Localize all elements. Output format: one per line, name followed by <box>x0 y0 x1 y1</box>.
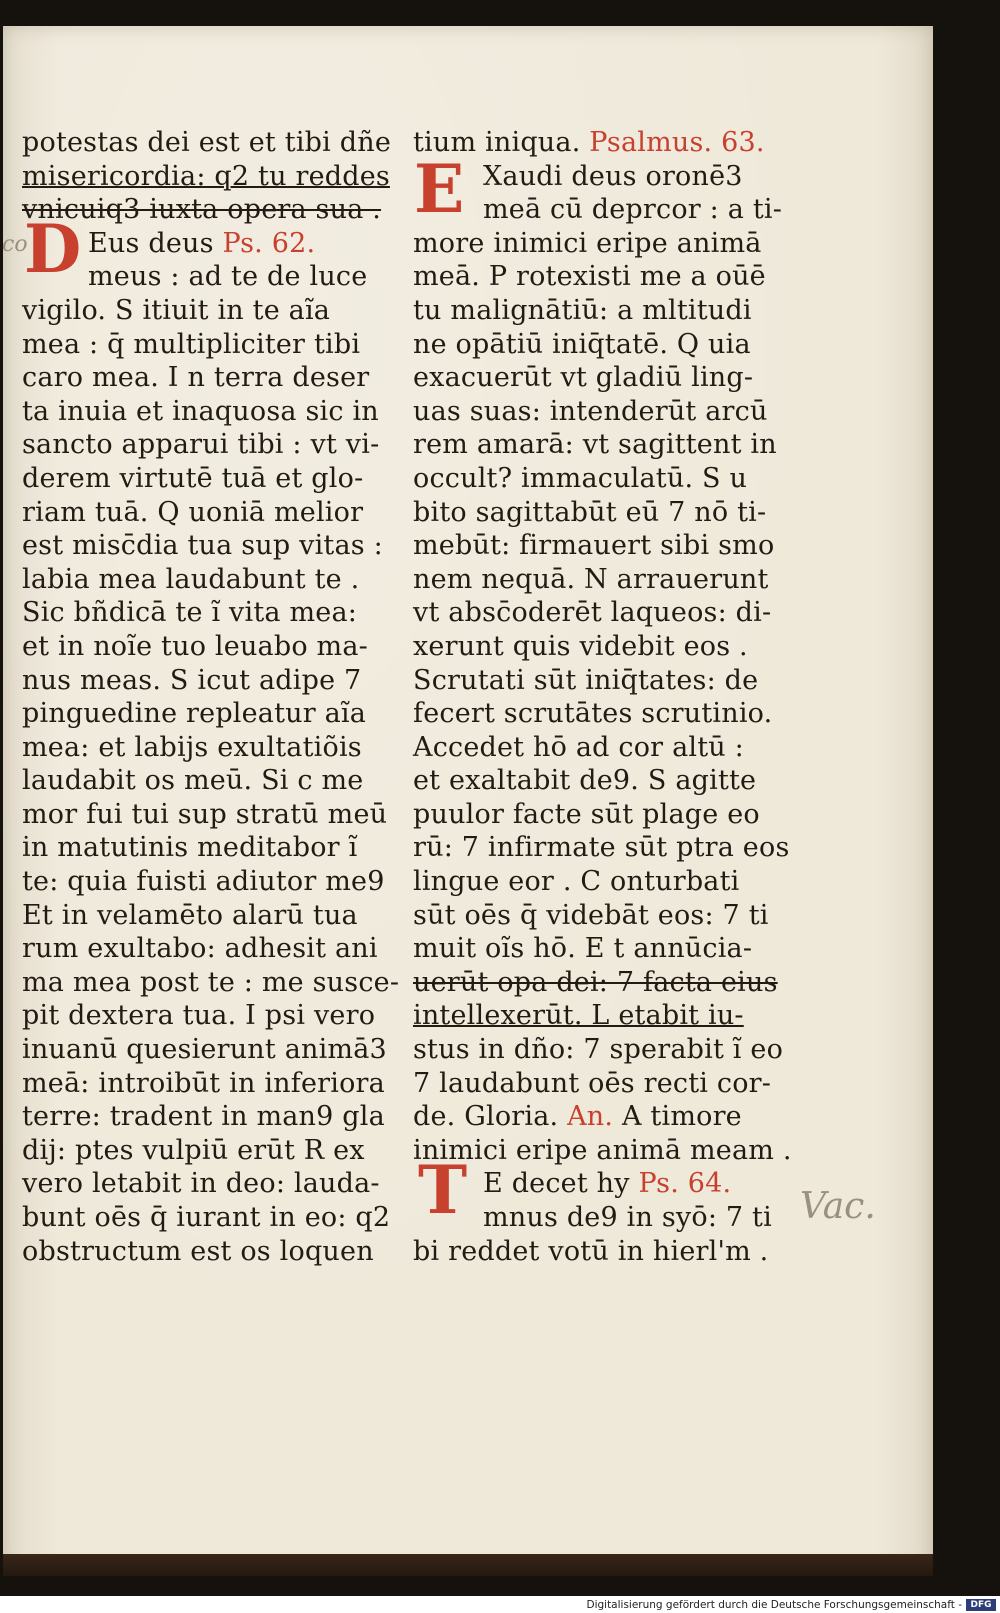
left-line-6: vigilo. S itiuit in te aĩa <box>22 294 331 326</box>
right-line-27: intellexerūt. L etabit iu- <box>413 1000 744 1032</box>
left-line-12: riam tuā. Q uoniā melior <box>22 496 364 528</box>
left-line-2: misericordia: q2 tu reddes <box>22 160 390 192</box>
right-line-19: Accedet hō ad cor altū : <box>413 731 744 763</box>
rubric-label: Ps. 62. <box>222 227 316 259</box>
right-line-11: occult? immaculatū. S u <box>413 462 748 494</box>
left-line-4: Eus deus Ps. 62. <box>88 227 316 259</box>
right-line-8: exacuerūt vt gladiū ling- <box>413 362 754 394</box>
rubric-label: Psalmus. 63. <box>589 127 765 158</box>
initial-t-right: T <box>418 1151 468 1229</box>
initial-e-right: E <box>414 150 465 228</box>
left-line-10: sancto apparui tibi : vt vi- <box>22 429 380 461</box>
left-line-30: terre: tradent in man9 gla <box>22 1101 385 1133</box>
left-line-5: meus : ad te de luce <box>88 261 368 293</box>
left-line-32: vero letabit in deo: lauda- <box>22 1168 380 1200</box>
right-line-12: bito sagittabūt eū 7 nō ti- <box>413 496 767 528</box>
right-line-26: uerūt opa dei: 7 facta eius <box>413 966 778 998</box>
initial-d-left: D <box>24 210 82 288</box>
left-line-8: caro mea. I n terra deser <box>22 362 370 394</box>
right-line-13: mebūt: firmauert sibi smo <box>413 530 775 562</box>
right-line-28: stus in dño: 7 sperabit ĩ eo <box>413 1034 784 1066</box>
dfg-logo-badge: DFG <box>966 1599 996 1611</box>
left-line-14: labia mea laudabunt te . <box>22 563 360 595</box>
right-line-2: Xaudi deus oronē3 <box>483 160 743 192</box>
right-line-16: xerunt quis videbit eos . <box>413 630 748 662</box>
left-line-21: mor fui tui sup stratū meū <box>22 798 388 830</box>
rubric-label: Ps. 64. <box>638 1168 732 1200</box>
left-line-16: et in noĩe tuo leuabo ma- <box>22 630 368 662</box>
rubric-label: An. <box>567 1101 614 1133</box>
left-line-7: mea : q̄ multipliciter tibi <box>22 328 361 360</box>
right-line-9: uas suas: intenderūt arcū <box>413 395 768 427</box>
left-line-19: mea: et labijs exultatiõis <box>22 731 362 763</box>
right-text-column <box>413 126 792 1268</box>
left-line-31: dij: ptes vulpiū erūt R ex <box>22 1134 365 1166</box>
left-line-29: meā: introibūt in inferiora <box>22 1067 385 1099</box>
right-line-24: sūt oēs q̄ videbāt eos: 7 ti <box>413 899 769 931</box>
left-line-15: Sic bñdicā te ĩ vita mea: <box>22 597 358 629</box>
right-line-32: E decet hy Ps. 64. <box>483 1168 732 1200</box>
left-line-13: est misc̄dia tua sup vitas : <box>22 530 383 562</box>
left-line-3: vnicuiq3 iuxta opera sua . <box>22 194 382 226</box>
left-line-33: bunt oēs q̄ iurant in eo: q2 <box>22 1202 391 1233</box>
right-line-14: nem nequā. N arrauerunt <box>413 563 769 595</box>
page-bottom-edge <box>3 1554 933 1576</box>
right-margin-note: Vac. <box>800 1186 876 1227</box>
left-margin-note: co <box>2 232 28 257</box>
left-line-22: in matutinis meditabor ĩ <box>22 832 358 864</box>
left-line-20: laudabit os meū. Si c me <box>22 765 364 797</box>
left-line-1: potestas dei est et tibi dñe <box>22 127 392 158</box>
left-line-23: te: quia fuisti adiutor me9 <box>22 866 385 898</box>
right-line-20: et exaltabit de9. S agitte <box>413 765 757 797</box>
left-line-34: obstructum est os loquen <box>22 1235 374 1267</box>
right-line-33: mnus de9 in syō: 7 ti <box>483 1202 772 1233</box>
right-line-1: tium iniqua. Psalmus. 63. <box>413 127 765 158</box>
right-line-31: inimici eripe animā meam . <box>413 1134 792 1166</box>
left-line-18: pinguedine repleatur aĩa <box>22 698 367 730</box>
right-line-7: ne opātiū iniq̄tatē. Q uia <box>413 328 751 360</box>
right-line-17: Scrutati sūt iniq̄tates: de <box>413 664 759 696</box>
right-line-10: rem amarā: vt sagittent in <box>413 429 777 461</box>
right-line-34: bi reddet votū in hierl'm . <box>413 1235 769 1267</box>
left-line-9: ta inuia et inaquosa sic in <box>22 395 379 427</box>
right-line-18: fecert scrutātes scrutinio. <box>413 698 773 730</box>
left-line-27: pit dextera tua. I psi vero <box>22 1000 376 1032</box>
left-line-25: rum exultabo: adhesit ani <box>22 933 378 965</box>
left-line-17: nus meas. S icut adipe 7 <box>22 664 362 696</box>
footer-credit: Digitalisierung gefördert durch die Deutsche Forschungsgemeinschaft - <box>586 1599 962 1611</box>
right-line-23: lingue eor . C onturbati <box>413 866 740 898</box>
left-line-11: derem virtutē tuā et glo- <box>22 462 364 494</box>
right-line-22: rū: 7 infirmate sūt ptra eos <box>413 832 790 864</box>
right-line-3: meā cū deprcor : a ti- <box>483 194 783 226</box>
left-text-column <box>22 126 400 1268</box>
left-line-28: inuanū quesierunt animā3 <box>22 1034 387 1066</box>
right-line-21: puulor facte sūt plage eo <box>413 798 760 830</box>
right-line-4: more inimici eripe animā <box>413 227 762 259</box>
right-line-30: de. Gloria. An. A timore <box>413 1101 742 1133</box>
left-line-24: Et in velamēto alarū tua <box>22 899 358 931</box>
left-line-26: ma mea post te : me susce- <box>22 966 400 998</box>
right-line-5: meā. P rotexisti me a oūē <box>413 261 766 293</box>
right-line-25: muit oĩs hō. E t annūcia- <box>413 933 753 965</box>
right-line-29: 7 laudabunt oēs recti cor- <box>413 1067 772 1099</box>
right-line-6: tu malignātiū: a mltitudi <box>413 294 752 326</box>
right-line-15: vt absc̄oderēt laqueos: di- <box>413 597 772 629</box>
